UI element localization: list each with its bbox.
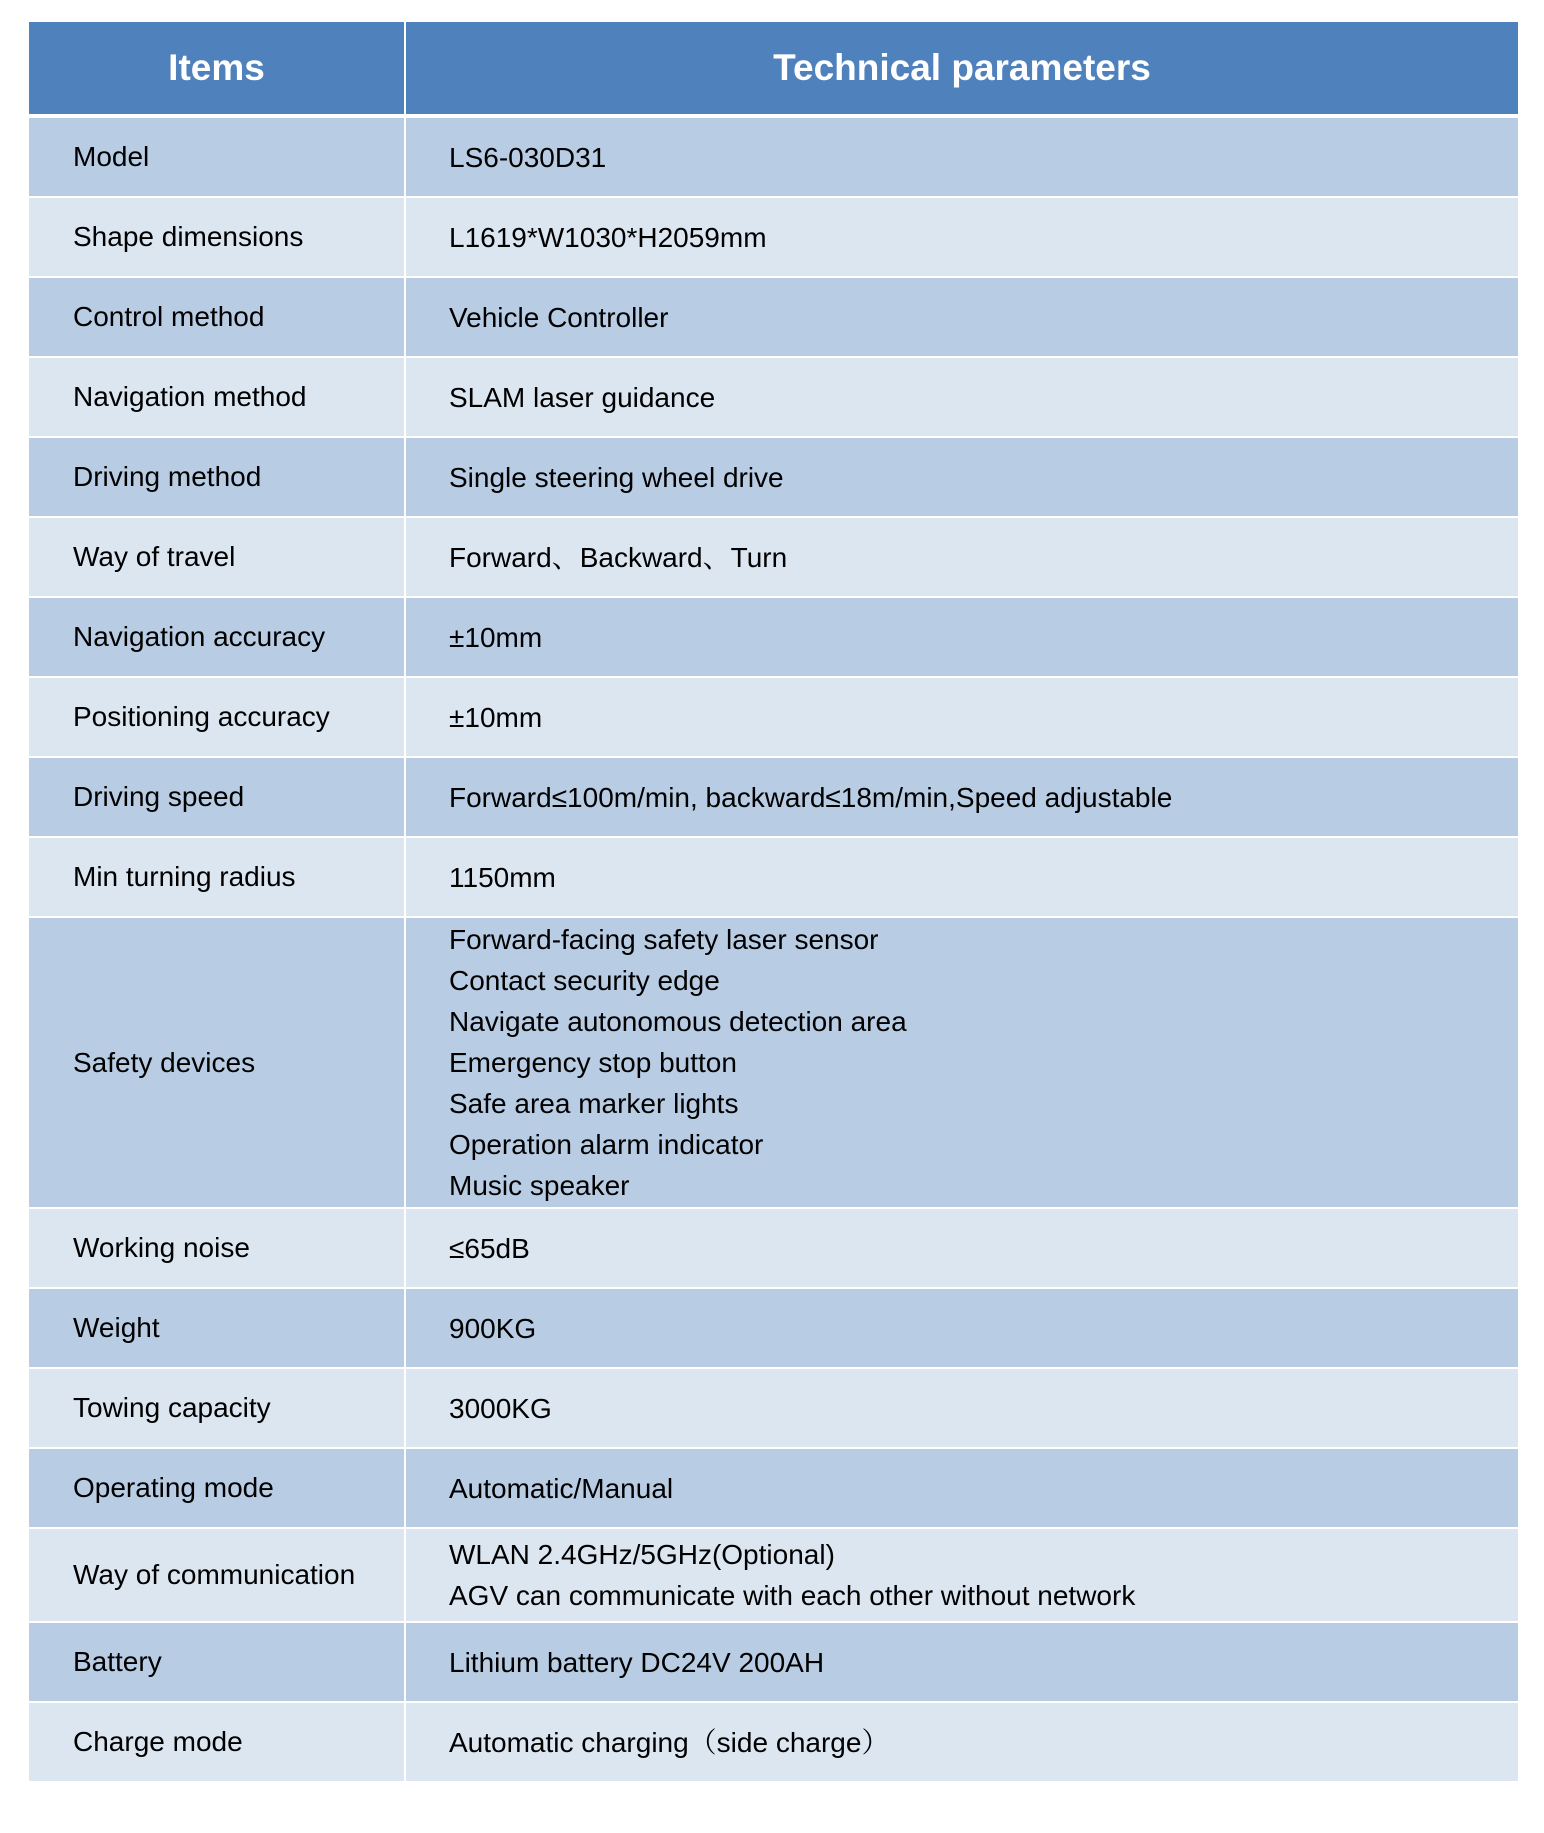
item-cell: Charge mode	[29, 1702, 405, 1781]
value-cell	[405, 1622, 1518, 1702]
table-row	[29, 1528, 1518, 1622]
value-line: L1619*W1030*H2059mm	[449, 221, 767, 253]
value-cell	[405, 116, 1518, 197]
value-line: AGV can communicate with each other without network	[449, 1580, 1136, 1611]
value-cell	[405, 1702, 1518, 1781]
table-row	[29, 1702, 1518, 1781]
table-row	[29, 1448, 1518, 1528]
table-row	[29, 437, 1518, 517]
value-line: Navigate autonomous detection area	[449, 1006, 907, 1037]
value-cell	[405, 197, 1518, 277]
table-row	[29, 517, 1518, 597]
value-line: Forward-facing safety laser sensor	[449, 924, 879, 955]
value-cell	[405, 437, 1518, 517]
value-line: Automatic charging（side charge）	[449, 1726, 890, 1758]
item-cell: Weight	[29, 1288, 405, 1368]
value-line: SLAM laser guidance	[449, 381, 716, 413]
item-cell: Positioning accuracy	[29, 677, 405, 757]
item-cell: Shape dimensions	[29, 197, 405, 277]
value-line: Forward、Backward、Turn	[449, 541, 788, 573]
value-cell	[405, 1368, 1518, 1448]
value-line: Lithium battery DC24V 200AH	[449, 1646, 825, 1678]
value-cell	[405, 1528, 1518, 1622]
value-line: Emergency stop button	[449, 1047, 737, 1078]
item-cell: Way of communication	[29, 1528, 405, 1622]
table-row	[29, 597, 1518, 677]
table-row	[29, 1622, 1518, 1702]
value-line: Safe area marker lights	[449, 1088, 739, 1119]
table-row	[29, 1288, 1518, 1368]
item-cell: Navigation accuracy	[29, 597, 405, 677]
header-technical-parameters: Technical parameters	[405, 22, 1518, 116]
value-cell	[405, 837, 1518, 917]
item-cell: Driving speed	[29, 757, 405, 837]
item-cell: Working noise	[29, 1208, 405, 1288]
item-cell: Operating mode	[29, 1448, 405, 1528]
table-row	[29, 757, 1518, 837]
table-row	[29, 116, 1518, 197]
value-cell	[405, 277, 1518, 357]
value-line: Contact security edge	[449, 965, 720, 996]
value-cell	[405, 1208, 1518, 1288]
value-line: Single steering wheel drive	[449, 461, 784, 493]
value-line: Forward≤100m/min, backward≤18m/min,Speed adjustable	[449, 781, 1173, 813]
value-line: WLAN 2.4GHz/5GHz(Optional)	[449, 1539, 835, 1570]
value-cell	[405, 757, 1518, 837]
table-header	[29, 22, 1518, 116]
table-row	[29, 917, 1518, 1208]
value-line: 3000KG	[449, 1392, 552, 1424]
table-row	[29, 1368, 1518, 1448]
value-line: ±10mm	[449, 701, 543, 733]
value-line: LS6-030D31	[449, 141, 607, 173]
value-line: Operation alarm indicator	[449, 1129, 764, 1160]
value-cell	[405, 1288, 1518, 1368]
value-line: ≤65dB	[449, 1232, 530, 1264]
item-cell: Driving method	[29, 437, 405, 517]
value-cell	[405, 917, 1518, 1208]
spec-table	[29, 22, 1518, 1781]
header-items: Items	[29, 22, 405, 116]
table-row	[29, 197, 1518, 277]
value-cell	[405, 1448, 1518, 1528]
item-cell: Way of travel	[29, 517, 405, 597]
value-cell	[405, 597, 1518, 677]
item-cell: Control method	[29, 277, 405, 357]
table-row	[29, 277, 1518, 357]
value-line: Vehicle Controller	[449, 301, 669, 333]
value-cell	[405, 357, 1518, 437]
header-row	[29, 22, 1518, 116]
table-body	[29, 116, 1518, 1781]
value-line: 900KG	[449, 1312, 537, 1344]
value-line: 1150mm	[449, 861, 556, 893]
value-line: Automatic/Manual	[449, 1472, 674, 1504]
table-row	[29, 837, 1518, 917]
item-cell: Min turning radius	[29, 837, 405, 917]
value-line: ±10mm	[449, 621, 543, 653]
item-cell: Navigation method	[29, 357, 405, 437]
table-row	[29, 677, 1518, 757]
value-line: Music speaker	[449, 1170, 630, 1201]
item-cell: Towing capacity	[29, 1368, 405, 1448]
value-cell	[405, 677, 1518, 757]
table-row	[29, 357, 1518, 437]
item-cell: Safety devices	[29, 917, 405, 1208]
value-cell	[405, 517, 1518, 597]
table-row	[29, 1208, 1518, 1288]
item-cell: Model	[29, 116, 405, 197]
item-cell: Battery	[29, 1622, 405, 1702]
